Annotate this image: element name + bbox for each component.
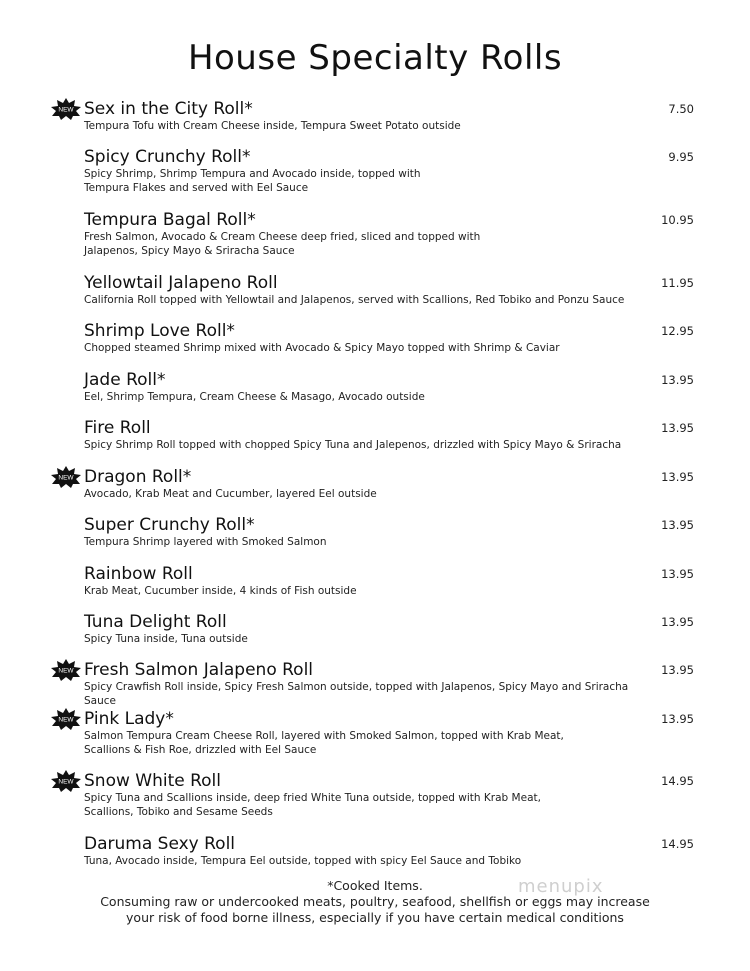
item-price: 13.95 [661,712,694,726]
item-price: 13.95 [661,615,694,629]
item-description: Fresh Salmon, Avocado & Cream Cheese deep fried, sliced and topped with [84,231,481,243]
watermark: menupix [518,876,604,897]
svg-text:NEW: NEW [58,474,74,482]
item-price: 13.95 [661,421,694,435]
svg-text:NEW: NEW [58,778,74,786]
item-price: 12.95 [661,324,694,338]
item-price: 13.95 [661,567,694,581]
menu-item [58,660,694,708]
item-description: Spicy Shrimp Roll topped with chopped Spicy Tuna and Jalepenos, drizzled with Spicy Mayo & Sriracha [84,439,622,451]
item-description: Chopped steamed Shrimp mixed with Avocado & Spicy Mayo topped with Shrimp & Caviar [84,342,560,354]
item-name: Pink Lady* [84,709,174,729]
item-description-line-2: Scallions & Fish Roe, drizzled with Eel Sauce [84,744,317,756]
item-name: Tuna Delight Roll [84,612,227,632]
item-description: Tempura Shrimp layered with Smoked Salmon [84,536,327,548]
footer-disclaimer [0,878,750,926]
item-description: Spicy Shrimp, Shrimp Tempura and Avocado inside, topped with [84,168,421,180]
item-price: 10.95 [661,213,694,227]
new-badge-icon [51,98,81,120]
item-name: Snow White Roll [84,771,222,791]
new-badge-icon [51,708,81,730]
menu-item [58,467,694,501]
menu-item [84,612,694,646]
footer-warning-line-2: your risk of food borne illness, especially if you have certain medical conditions [126,910,624,925]
menu-item [84,147,694,195]
item-description-line-2: Scallions, Tobiko and Sesame Seeds [84,806,273,818]
item-description-line-2: Jalapenos, Spicy Mayo & Sriracha Sauce [84,245,295,257]
item-description: Spicy Crawfish Roll inside, Spicy Fresh Salmon outside, topped with Jalapenos, Spicy Mayo and Sriracha Sauce [84,681,629,707]
item-description: Salmon Tempura Cream Cheese Roll, layered with Smoked Salmon, topped with Krab Meat, [84,730,564,742]
item-name: Tempura Bagal Roll* [84,210,256,230]
item-price: 11.95 [661,276,694,290]
item-name: Sex in the City Roll* [84,99,253,119]
menu-item [84,418,694,452]
item-price: 14.95 [661,774,694,788]
footer-warning-line-1: Consuming raw or undercooked meats, poultry, seafood, shellfish or eggs may increase [100,894,650,909]
menu-item [58,709,694,757]
menu-item [58,99,694,133]
item-name: Fresh Salmon Jalapeno Roll [84,660,314,680]
menu-item [84,273,694,307]
svg-text:NEW: NEW [58,716,74,724]
item-price: 7.50 [668,102,694,116]
item-price: 14.95 [661,837,694,851]
item-description: Tuna, Avocado inside, Tempura Eel outside, topped with spicy Eel Sauce and Tobiko [84,855,522,867]
item-name: Shrimp Love Roll* [84,321,235,341]
new-badge-icon [51,466,81,488]
item-price: 13.95 [661,518,694,532]
item-name: Spicy Crunchy Roll* [84,147,251,167]
menu-item [84,515,694,549]
item-name: Yellowtail Jalapeno Roll [84,273,278,293]
item-name: Jade Roll* [84,370,166,390]
item-description: Eel, Shrimp Tempura, Cream Cheese & Masago, Avocado outside [84,391,425,403]
svg-text:NEW: NEW [58,667,74,675]
item-description: Avocado, Krab Meat and Cucumber, layered Eel outside [84,488,377,500]
item-name: Rainbow Roll [84,564,193,584]
item-description: Tempura Tofu with Cream Cheese inside, Tempura Sweet Potato outside [84,120,461,132]
menu-item [84,210,694,258]
new-badge-icon [51,770,81,792]
item-price: 13.95 [661,470,694,484]
menu-item [84,564,694,598]
item-name: Daruma Sexy Roll [84,834,236,854]
item-description: Krab Meat, Cucumber inside, 4 kinds of Fish outside [84,585,357,597]
item-price: 13.95 [661,373,694,387]
item-name: Super Crunchy Roll* [84,515,255,535]
menu-item [58,771,694,819]
item-price: 9.95 [668,150,694,164]
page-title: House Specialty Rolls [187,38,563,78]
menu-item [84,321,694,355]
new-badge-icon [51,659,81,681]
item-name: Fire Roll [84,418,151,438]
item-description: Spicy Tuna and Scallions inside, deep fried White Tuna outside, topped with Krab Meat, [84,792,541,804]
menu-item [84,834,694,868]
footer-cooked-note: *Cooked Items. [327,878,423,893]
menu-item [84,370,694,404]
item-description-line-2: Tempura Flakes and served with Eel Sauce [84,182,309,194]
item-description: California Roll topped with Yellowtail and Jalapenos, served with Scallions, Red Tobiko and Ponzu Sauce [84,294,625,306]
item-price: 13.95 [661,663,694,677]
item-name: Dragon Roll* [84,467,192,487]
item-description: Spicy Tuna inside, Tuna outside [84,633,248,645]
svg-text:NEW: NEW [58,106,74,114]
